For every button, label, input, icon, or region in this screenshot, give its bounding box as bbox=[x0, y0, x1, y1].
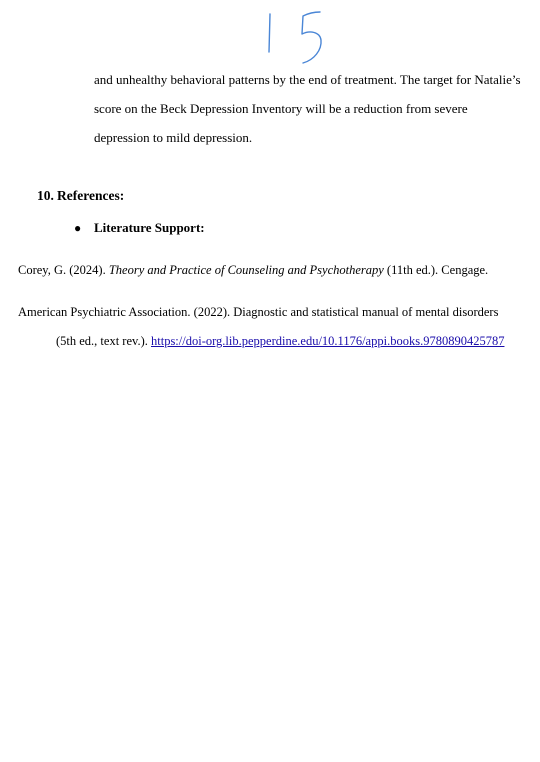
reference-corey bbox=[18, 263, 488, 278]
subsection-title: Literature Support: bbox=[94, 220, 205, 235]
paragraph-line-2: score on the Beck Depression Inventory will be a reduction from severe bbox=[94, 101, 468, 116]
reference-corey-title: Theory and Practice of Counseling and Psychotherapy bbox=[108, 263, 384, 277]
section-number: 10. bbox=[37, 188, 54, 203]
reference-corey-publisher: (11th ed.). Cengage. bbox=[383, 263, 489, 277]
reference-corey-author: Corey, G. (2024). bbox=[18, 263, 109, 277]
section-title: References: bbox=[57, 188, 125, 203]
bullet-literature-support bbox=[74, 220, 205, 236]
section-heading-references bbox=[37, 188, 124, 204]
reference-apa-edition: (5th ed., text rev.). bbox=[56, 334, 151, 348]
paragraph-line-1: and unhealthy behavioral patterns by the end of treatment. The target for Natalie’s bbox=[94, 72, 521, 87]
bullet-icon: ● bbox=[74, 221, 82, 235]
reference-apa-line-2 bbox=[56, 334, 504, 349]
reference-apa-line-1: American Psychiatric Association. (2022). Diagnostic and statistical manual of mental disorders bbox=[18, 305, 499, 319]
handwritten-page-number bbox=[258, 8, 338, 66]
reference-doi-link[interactable]: https://doi-org.lib.pepperdine.edu/10.1176/appi.books.9780890425787 bbox=[151, 334, 505, 348]
paragraph-line-3: depression to mild depression. bbox=[94, 130, 253, 145]
